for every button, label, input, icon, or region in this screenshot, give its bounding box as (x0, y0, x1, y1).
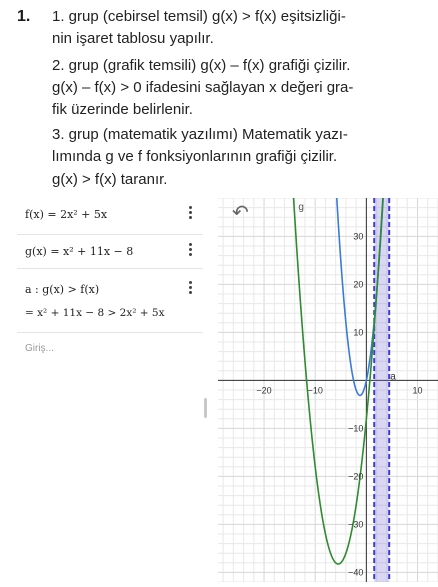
algebra-row-f[interactable] (17, 198, 203, 235)
geogebra-app (17, 198, 438, 582)
y-tick-label: 20 (353, 279, 364, 290)
curve-g (218, 198, 438, 564)
more-options-icon[interactable] (189, 281, 193, 296)
region-label-a: a (390, 371, 396, 383)
x-tick-label: 10 (412, 385, 423, 396)
input-bar[interactable]: Giriş... (25, 343, 54, 354)
problem-statement (0, 0, 438, 200)
problem-line-3: 2. grup (grafik temsili) g(x) – f(x) grafiği çizilir. (52, 57, 351, 74)
algebra-input-row[interactable] (17, 333, 203, 361)
problem-line-4: g(x) – f(x) > 0 ifadesini sağlayan x değeri gra- (52, 79, 354, 96)
problem-line-8: g(x) > f(x) taranır. (52, 171, 168, 188)
problem-line-1: 1. grup (cebirsel temsil) g(x) > f(x) eşitsizliği- (52, 8, 346, 25)
curve-label-g: g (298, 202, 304, 213)
problem-line-7: lımında g ve f fonksiyonlarının grafiği çizilir. (52, 148, 338, 165)
a-expression[interactable]: a : g(x) > f(x) (25, 283, 100, 296)
problem-line-2: nin işaret tablosu yapılır. (52, 30, 214, 47)
graph-canvas[interactable] (218, 198, 438, 582)
x-tick-label: −20 (256, 385, 272, 396)
y-tick-label: −30 (348, 519, 364, 530)
problem-line-6: 3. grup (matematik yazılımı) Matematik yazı- (52, 126, 348, 143)
y-tick-label: −20 (348, 471, 364, 482)
graphics-view[interactable] (218, 198, 438, 582)
curve-f (218, 198, 438, 395)
more-options-icon[interactable] (189, 206, 193, 221)
x-tick-label: −10 (307, 385, 323, 396)
algebra-row-a[interactable] (17, 269, 203, 333)
g-expression[interactable]: g(x) = x² + 11x − 8 (25, 245, 134, 258)
view-resize-handle[interactable] (204, 398, 207, 418)
y-tick-label: 30 (353, 231, 364, 242)
problem-number: 1. (17, 8, 31, 25)
y-tick-label: −10 (348, 423, 364, 434)
f-expression[interactable]: f(x) = 2x² + 5x (25, 208, 108, 221)
y-tick-label: 10 (353, 327, 364, 338)
inequality-region (374, 198, 389, 582)
algebra-row-g[interactable] (17, 235, 203, 269)
undo-icon[interactable]: ↶ (232, 202, 249, 224)
a-substituted-expression: = x² + 11x − 8 > 2x² + 5x (25, 307, 165, 319)
y-tick-label: −40 (348, 567, 364, 578)
algebra-view (17, 198, 203, 582)
more-options-icon[interactable] (189, 243, 193, 258)
problem-line-5: fik üzerinde belirlenir. (52, 101, 193, 118)
